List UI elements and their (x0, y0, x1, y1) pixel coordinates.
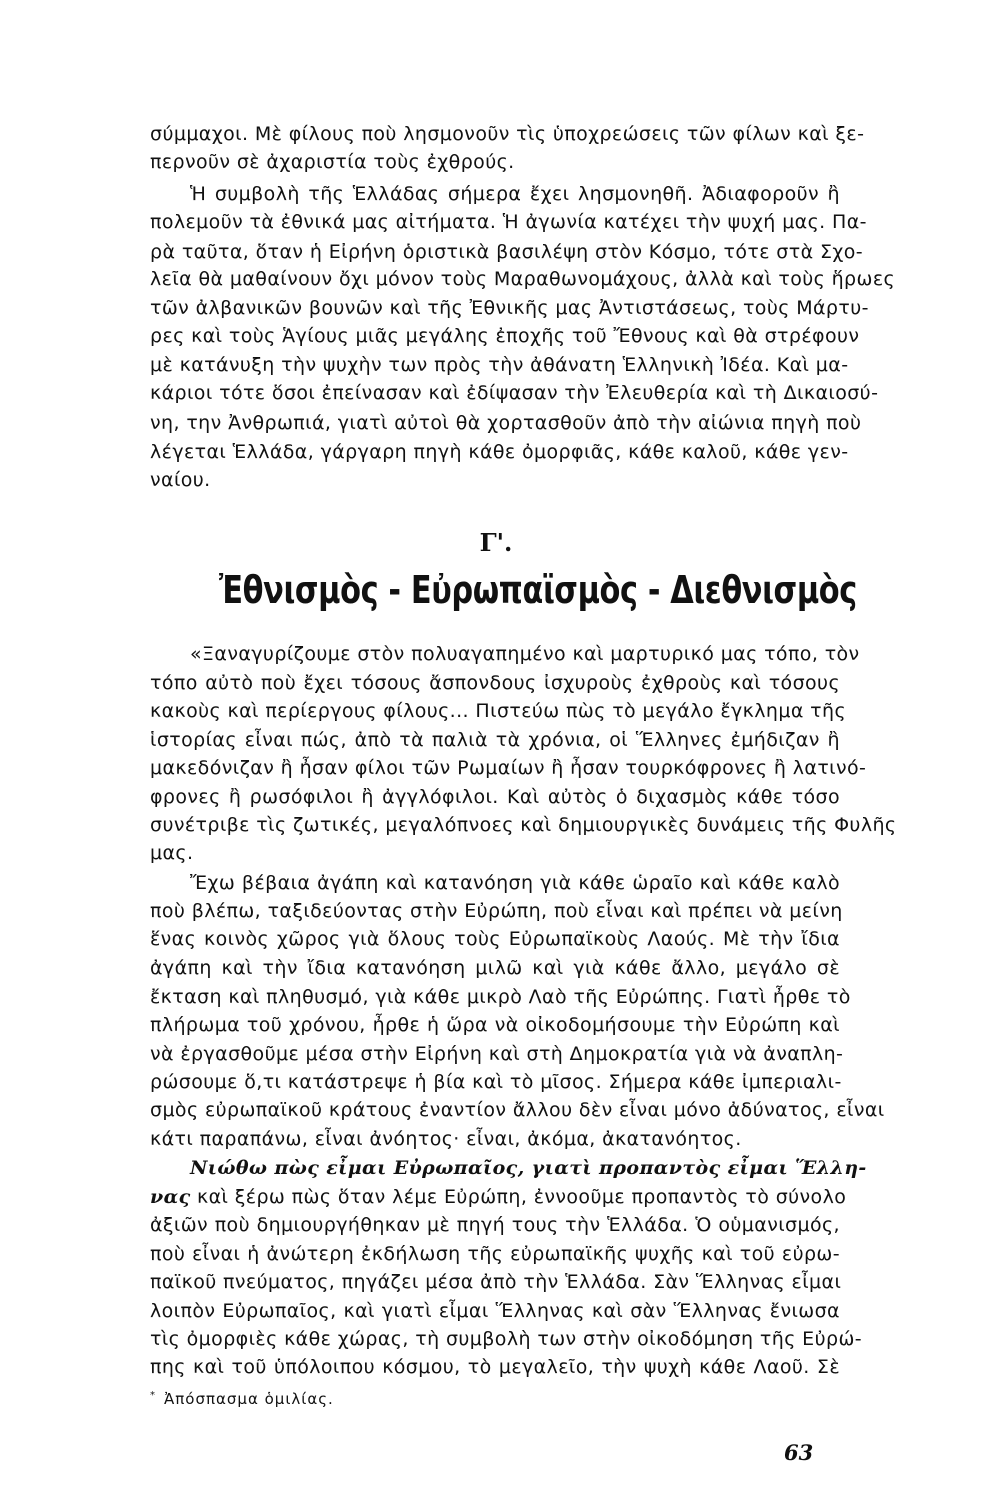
text-line: ἕνας κοινὸς χῶρος γιὰ ὅλους τοὺς Εὐρωπαϊκοὺς Λαούς. Μὲ τὴν ἴδια (150, 928, 840, 950)
text-line: ρες καὶ τοὺς Ἁγίους μιᾶς μεγάλης ἐποχῆς τοῦ Ἔθνους καὶ θὰ στρέφουν (150, 325, 860, 347)
text-line: νὰ ἐργασθοῦμε μέσα στὴν Εἰρήνη καὶ στὴ Δημοκρατία γιὰ νὰ ἀναπλη- (150, 1043, 844, 1065)
text-line: ρώσουμε ὅ,τι κατάστρεψε ἡ βία καὶ τὸ μῖσος. Σήμερα κάθε ἰμπεριαλι- (150, 1071, 842, 1093)
text-line: λοιπὸν Εὐρωπαῖος, καὶ γιατὶ εἶμαι Ἕλληνας καὶ σὰν Ἕλληνας ἔνιωσα (150, 1300, 840, 1322)
text-line: κάτι παραπάνω, εἶναι ἀνόητος· εἶναι, ἀκόμα, ἀκατανόητος. (150, 1128, 742, 1150)
text-line: ναίου. (150, 469, 211, 491)
text-line: τῶν ἀλβανικῶν βουνῶν καὶ τῆς Ἐθνικῆς μας Ἀντιστάσεως, τοὺς Μάρτυ- (150, 297, 869, 319)
footnote (150, 1390, 334, 1408)
footnote-mark: * (150, 1390, 156, 1401)
section-title: Ἐθνισμὸς - Εὐρωπαϊσμὸς - Διεθνισμὸς (219, 568, 857, 612)
text-line: ποὺ εἶναι ἡ ἀνώτερη ἐκδήλωση τῆς εὐρωπαϊκῆς ψυχῆς καὶ τοῦ εὐρω- (150, 1243, 840, 1265)
text-line: Ἔχω βέβαια ἀγάπη καὶ κατανόηση γιὰ κάθε ὡραῖο καὶ κάθε καλὸ (190, 872, 840, 894)
text-line: νη, την Ἀνθρωπιά, γιατὶ αὐτοὶ θὰ χορτασθοῦν ἀπὸ τὴν αἰώνια πηγὴ ποὺ (150, 412, 862, 434)
text-line: μακεδόνιζαν ἢ ἦσαν φίλοι τῶν Ρωμαίων ἢ ἦσαν τουρκόφρονες ἢ λατινό- (150, 757, 867, 779)
text-line: ἀγάπη καὶ τὴν ἴδια κατανόηση μιλῶ καὶ γιὰ κάθε ἄλλο, μεγάλο σὲ (150, 957, 840, 979)
text-fragment: καὶ ξέρω πὼς ὅταν λέμε Εὐρώπη, ἐννοοῦμε προπαντὸς τὸ σύνολο (190, 1186, 847, 1208)
footnote-text: Ἀπόσπασμα ὁμιλίας. (164, 1390, 334, 1408)
text-line: παϊκοῦ πνεύματος, πηγάζει μέσα ἀπὸ τὴν Ἑλλάδα. Σὰν Ἕλληνας εἶμαι (150, 1271, 842, 1293)
text-line: σμὸς εὐρωπαϊκοῦ κράτους ἐναντίον ἄλλου δὲν εἶναι μόνο ἀδύνατος, εἶναι (150, 1099, 885, 1121)
text-line: φρονες ἢ ρωσόφιλοι ἢ ἀγγλόφιλοι. Καὶ αὐτὸς ὁ διχασμὸς κάθε τόσο (150, 786, 840, 808)
text-line: μας. (150, 842, 194, 864)
text-line: κακοὺς καὶ περίεργους φίλους... Πιστεύω πὼς τὸ μεγάλο ἔγκλημα τῆς (150, 700, 847, 722)
emphasis-fragment: νας (150, 1186, 191, 1208)
text-line: Ἡ συμβολὴ τῆς Ἑλλάδας σήμερα ἔχει λησμονηθῆ. Ἀδιαφοροῦν ἢ (190, 183, 840, 205)
text-line: «Ξαναγυρίζουμε στὸν πολυαγαπημένο καὶ μαρτυρικό μας τόπο, τὸν (190, 643, 860, 665)
text-line: κάριοι τότε ὅσοι ἐπείνασαν καὶ ἐδίψασαν τὴν Ἐλευθερία καὶ τὴ Δικαιοσύ- (150, 382, 879, 404)
text-line: ρὰ ταῦτα, ὅταν ἡ Εἰρήνη ὁριστικὰ βασιλέψη στὸν Κόσμο, τότε στὰ Σχο- (150, 241, 864, 263)
text-line: τόπο αὐτὸ ποὺ ἔχει τόσους ἄσπονδους ἰσχυροὺς ἐχθροὺς καὶ τόσους (150, 672, 840, 694)
text-line: πης καὶ τοῦ ὑπόλοιπου κόσμου, τὸ μεγαλεῖο, τὴν ψυχὴ κάθε Λαοῦ. Σὲ (150, 1356, 840, 1378)
text-line: σύμμαχοι. Μὲ φίλους ποὺ λησμονοῦν τὶς ὑποχρεώσεις τῶν φίλων καὶ ξε- (150, 123, 865, 145)
text-line: ἔκταση καὶ πληθυσμό, γιὰ κάθε μικρὸ Λαὸ τῆς Εὐρώπης. Γιατὶ ἦρθε τὸ (150, 986, 851, 1008)
text-line: τὶς ὀμορφιὲς κάθε χώρας, τὴ συμβολὴ των στὴν οἰκοδόμηση τῆς Εὐρώ- (150, 1328, 863, 1350)
section-letter: Γ'. (479, 528, 513, 557)
emphasis-line: Νιώθω πὼς εἶμαι Εὐρωπαῖος, γιατὶ προπαντὸς εἶμαι Ἕλλη- (190, 1157, 867, 1179)
text-line: πολεμοῦν τὰ ἐθνικά μας αἰτήματα. Ἡ ἀγωνία κατέχει τὴν ψυχή μας. Πα- (150, 211, 867, 233)
text-line: πλήρωμα τοῦ χρόνου, ἦρθε ἡ ὥρα νὰ οἰκοδομήσουμε τὴν Εὐρώπη καὶ (150, 1014, 840, 1036)
text-line: λεῖα θὰ μαθαίνουν ὄχι μόνον τοὺς Μαραθωνομάχους, ἀλλὰ καὶ τοὺς ἥρωες (150, 268, 896, 290)
text-line (150, 1185, 847, 1209)
page-number: 63 (784, 1440, 814, 1465)
text-line: ἀξιῶν ποὺ δημιουργήθηκαν μὲ πηγή τους τὴν Ἑλλάδα. Ὁ οὑμανισμός, (150, 1214, 840, 1236)
text-line: λέγεται Ἑλλάδα, γάργαρη πηγὴ κάθε ὀμορφιᾶς, κάθε καλοῦ, κάθε γεν- (150, 441, 849, 463)
text-line: περνοῦν σὲ ἀχαριστία τοὺς ἐχθρούς. (150, 151, 515, 173)
text-line: μὲ κατάνυξη τὴν ψυχὴν των πρὸς τὴν ἀθάνατη Ἑλληνικὴ Ἰδέα. Καὶ μα- (150, 354, 849, 376)
text-line: ποὺ βλέπω, ταξιδεύοντας στὴν Εὐρώπη, ποὺ εἶναι καὶ πρέπει νὰ μείνη (150, 900, 843, 922)
text-line: συνέτριβε τὶς ζωτικές, μεγαλόπνοες καὶ δημιουργικὲς δυνάμεις τῆς Φυλῆς (150, 814, 897, 836)
text-line: ἱστορίας εἶναι πώς, ἀπὸ τὰ παλιὰ τὰ χρόνια, οἱ Ἕλληνες ἐμήδιζαν ἢ (150, 729, 840, 751)
